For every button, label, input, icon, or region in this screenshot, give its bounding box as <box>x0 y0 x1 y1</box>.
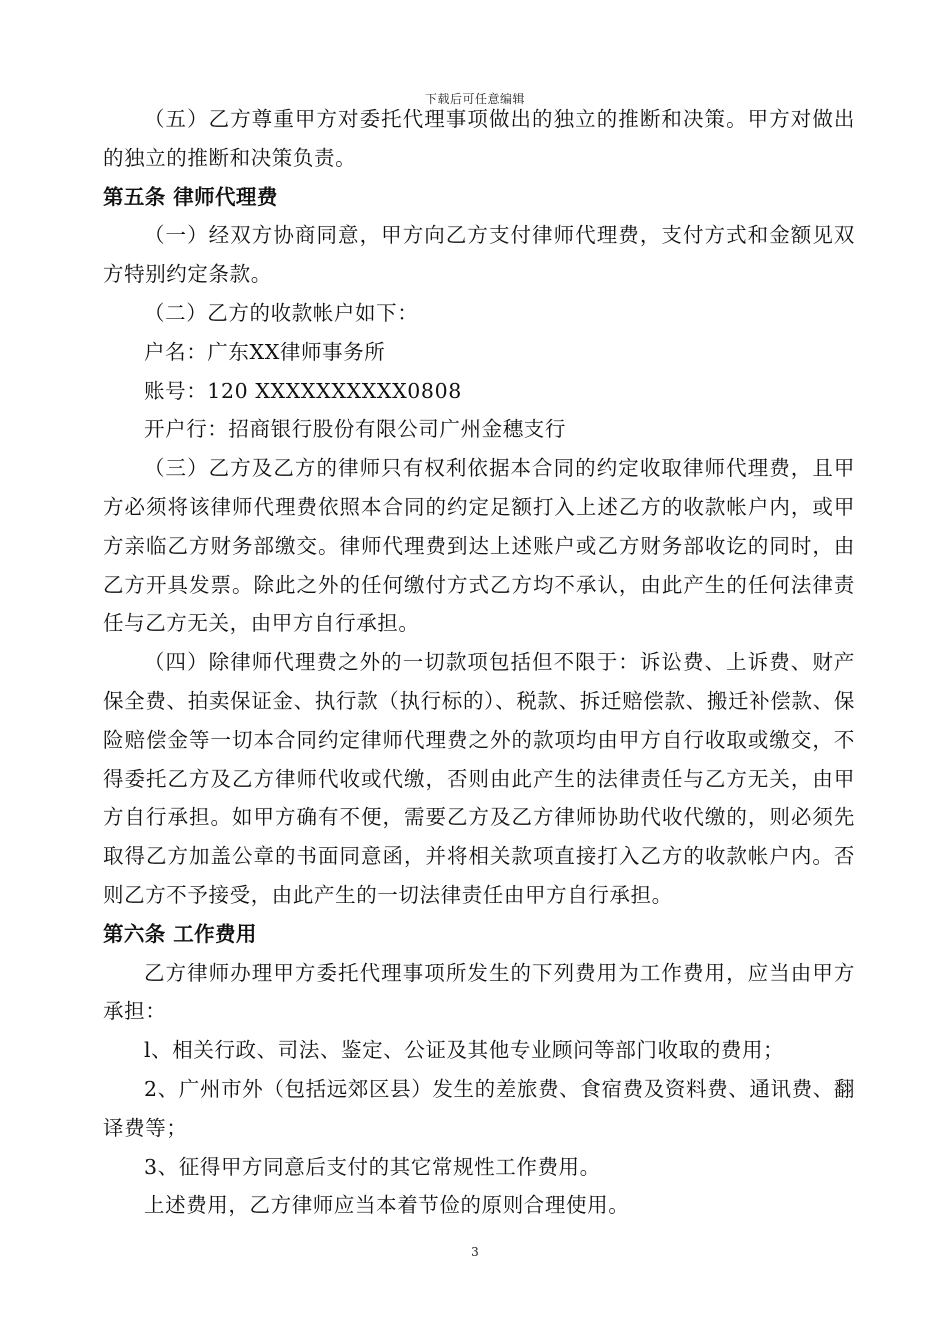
clause-6-item-3: 3、征得甲方同意后支付的其它常规性工作费用。 <box>144 1154 601 1179</box>
clause-5-item-4: （四）除律师代理费之外的一切款项包括但不限于：诉讼费、上诉费、财产保全费、拍卖保证金、执行款（执行标的）、税款、拆迁赔偿款、搬迁补偿款、保险赔偿金等一切本合同约定律师代理费之外的款项均由甲方自行收取或缴交，不得委托乙方及乙方律师代收或代缴，否则由此产生的法律责任与乙方无关，由甲方自行承担。如甲方确有不便，需要乙方及乙方律师协助代收代缴的，则必须先取得乙方加盖公章的书面同意函，并将相关款项直接打入乙方的收款帐户内。否则乙方不予接受，由此产生的一切法律责任由甲方自行承担。 <box>103 650 855 907</box>
clause-5-item-1: （一）经双方协商同意，甲方向乙方支付律师代理费，支付方式和金额见双方特别约定条款。 <box>103 223 855 287</box>
account-number: 账号：120 XXXXXXXXXX0808 <box>144 378 462 403</box>
clause-5-item-3: （三）乙方及乙方的律师只有权利依据本合同的约定收取律师代理费，且甲方必须将该律师代理费依照本合同的约定足额打入上述乙方的收款帐户内，或甲方亲临乙方财务部缴交。律师代理费到达上述账户或乙方财务部收讫的同时，由乙方开具发票。除此之外的任何缴付方式乙方均不承认，由此产生的任何法律责任与乙方无关，由甲方自行承担。 <box>103 456 855 636</box>
article-6-heading: 第六条 工作费用 <box>103 921 257 946</box>
clause-4-item-5: （五）乙方尊重甲方对委托代理事项做出的独立的推断和决策。甲方对做出的独立的推断和决策负责。 <box>103 107 855 170</box>
clause-6-note: 上述费用，乙方律师应当本着节俭的原则合理使用。 <box>144 1193 630 1218</box>
clause-5-item-2: （二）乙方的收款帐户如下： <box>144 300 419 325</box>
account-bank: 开户行：招商银行股份有限公司广州金穗支行 <box>144 417 566 442</box>
article-5-heading: 第五条 律师代理费 <box>103 184 278 209</box>
document-body <box>103 100 855 1225</box>
account-name: 户名：广东XX律师事务所 <box>144 339 386 364</box>
page-number: 3 <box>471 1245 479 1259</box>
clause-6-item-1: l、相关行政、司法、鉴定、公证及其他专业顾问等部门收取的费用； <box>144 1038 785 1063</box>
header-note: 下载后可任意编辑 <box>424 92 525 106</box>
clause-6-item-2: 2、广州市外（包括远郊区县）发生的差旅费、食宿费及资料费、通讯费、翻译费等； <box>103 1076 855 1140</box>
clause-6-intro: 乙方律师办理甲方委托代理事项所发生的下列费用为工作费用，应当由甲方承担： <box>103 960 855 1024</box>
